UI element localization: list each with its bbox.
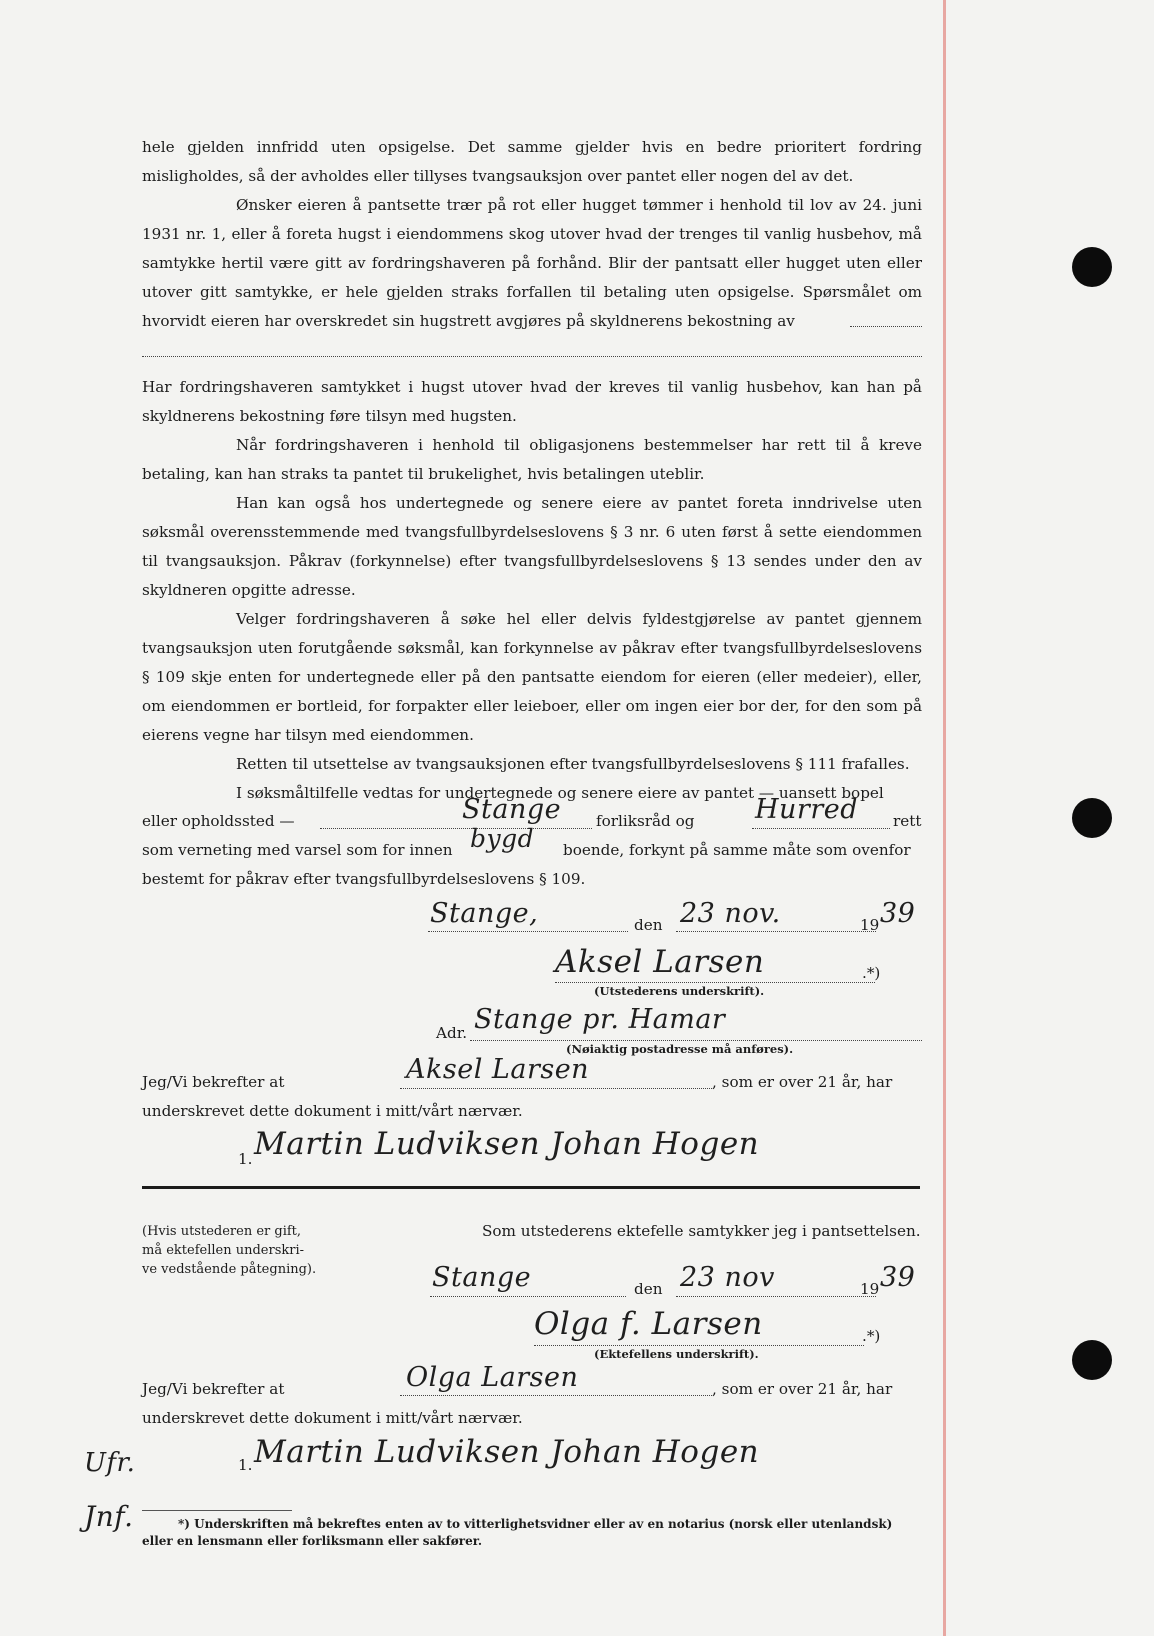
fill-line [676, 931, 876, 932]
fill-line [676, 1296, 876, 1297]
punch-hole [1072, 247, 1112, 287]
fill-line [142, 356, 922, 357]
handwritten-spouse-confirm-name: Olga Larsen [406, 1362, 579, 1393]
witness-number: 1. [238, 1150, 253, 1168]
fill-line [850, 326, 922, 327]
handwritten-issuer-signature: Aksel Larsen [555, 944, 765, 980]
punch-hole [1072, 1340, 1112, 1380]
handwritten-witnesses: Martin Ludviksen Johan Hogen [254, 1126, 760, 1162]
handwritten-spouse-year: 39 [880, 1262, 916, 1293]
spouse-date-label: den [634, 1280, 663, 1298]
spouse-note-line-3: ve vedstående påtegning). [142, 1262, 317, 1277]
fill-line [430, 1296, 626, 1297]
handwritten-bygd: bygd [470, 824, 535, 853]
section-divider [142, 1186, 920, 1189]
spouse-year-prefix: 19 [860, 1280, 880, 1298]
paragraph-auction: Velger fordringshaveren å søke hel eller delvis fyldestgjørelse av pantet gjennem tvangsauksjon uten forutgående søksmål, kan forkynnelse av påkrav efter tvangsfullbyrdelseslovens § 109 skje enten for undertegnede eller på den pantsatte eiendom for eieren (eller medeier), eller, om eiendommen er bortleid, for forpakter eller leieboer, eller om ingen eier bor der, for den som på eierens vegne har tilsyn med eiendommen. [142, 610, 922, 744]
handwritten-court: Hurred [755, 794, 859, 825]
venue-line-1-prefix: eller opholdssted — [142, 812, 295, 830]
spouse-note-line-2: må ektefellen underskri- [142, 1243, 305, 1258]
year-prefix: 19 [860, 916, 880, 934]
venue-line-1-suffix: rett [893, 812, 922, 830]
address-caption: (Nøiaktig postadresse må anføres). [566, 1042, 794, 1056]
confirm-prefix: Jeg/Vi bekrefter at [142, 1073, 285, 1091]
spouse-witness-line: underskrevet dette dokument i mitt/vårt nærvær. [142, 1409, 523, 1427]
fill-line [752, 828, 890, 829]
paragraph-supervision: Har fordringshaveren samtykket i hugst utover hvad der kreves til vanlig husbehov, kan han på skyldnerens bekostning føre tilsyn med hugsten. [142, 378, 922, 425]
address-label: Adr. [436, 1024, 468, 1042]
spouse-note-line-1: (Hvis utstederen er gift, [142, 1224, 302, 1239]
red-margin-rule [943, 0, 946, 1636]
spouse-signature-caption: (Ektefellens underskrift). [594, 1347, 759, 1361]
handwritten-issue-year: 39 [880, 898, 916, 929]
handwritten-margin-note-1: Ufr. [84, 1448, 136, 1478]
paragraph-timber-clause: Ønsker eieren å pantsette trær på rot eller hugget tømmer i henhold til lov av 24. juni 1931 nr. 1, eller å foreta hugst i eiendommens skog utover hvad der trenges til vanlig husbehov, må samtykke hertil være gitt av fordringshaveren på forhånd. Blir der pantsatt eller hugget uten eller utover gitt samtykke, er hele gjelden straks forfallen til betaling uten opsigelse. Spørsmålet om hvorvidt eieren har overskredet sin hugstrett avgjøres på skyldnerens bekostning av [142, 196, 922, 330]
punch-hole [1072, 798, 1112, 838]
fill-line [470, 1040, 922, 1041]
paragraph-usufruct: Når fordringshaveren i henhold til obligasjonens bestemmelser har rett til å kreve betaling, kan han straks ta pantet til brukelighet, hvis betalingen uteblir. [142, 436, 922, 483]
handwritten-venue-place: Stange [462, 794, 562, 825]
handwritten-address: Stange pr. Hamar [474, 1004, 726, 1035]
footnote: *) Underskriften må bekreftes enten av to vitterlighetsvidner eller av en notarius (norsk eller utenlandsk) eller en lensmann eller forliksmann eller sakfører. [142, 1517, 893, 1548]
signature-footnote-mark: .*) [862, 964, 881, 982]
fill-line [428, 931, 628, 932]
handwritten-confirm-name: Aksel Larsen [406, 1054, 590, 1085]
paragraph-postponement: Retten til utsettelse av tvangsauksjonen efter tvangsfullbyrdelseslovens § 111 frafalles. [236, 755, 910, 773]
spouse-consent: Som utstederens ektefelle samtykker jeg i pantsettelsen. [482, 1222, 921, 1240]
spouse-footnote-mark: .*) [862, 1327, 881, 1345]
handwritten-spouse-witnesses: Martin Ludviksen Johan Hogen [254, 1434, 760, 1470]
venue-line-2-prefix: som verneting med varsel som for innen [142, 841, 453, 859]
confirm-suffix: , som er over 21 år, har [712, 1073, 893, 1091]
spouse-confirm-prefix: Jeg/Vi bekrefter at [142, 1380, 285, 1398]
handwritten-spouse-signature: Olga f. Larsen [534, 1306, 763, 1342]
fill-line [400, 1395, 712, 1396]
venue-line-3: bestemt for påkrav efter tvangsfullbyrdelseslovens § 109. [142, 870, 586, 888]
handwritten-issue-place: Stange, [430, 898, 539, 929]
handwritten-spouse-place: Stange [432, 1262, 532, 1293]
paragraph-venue: I søksmåltilfelle vedtas for undertegnede og senere eiere av pantet — uansett bopel [236, 784, 884, 802]
venue-line-2-suffix: boende, forkynt på samme måte som ovenfor [563, 841, 911, 859]
witness-line: underskrevet dette dokument i mitt/vårt nærvær. [142, 1102, 523, 1120]
handwritten-spouse-date: 23 nov [680, 1262, 775, 1293]
fill-line [400, 1088, 712, 1089]
fill-line [534, 1345, 864, 1346]
date-label: den [634, 916, 663, 934]
fill-line [555, 982, 875, 983]
paragraph-default-clause: hele gjelden innfridd uten opsigelse. Det samme gjelder hvis en bedre prioritert fordring misligholdes, så der avholdes eller tillyses tvangsauksjon over pantet eller nogen del av det. [142, 138, 922, 185]
handwritten-margin-note-2: Jnf. [84, 1500, 134, 1533]
fill-line [320, 828, 592, 829]
venue-line-1-mid: forliksråd og [596, 812, 695, 830]
spouse-confirm-suffix: , som er over 21 år, har [712, 1380, 893, 1398]
handwritten-issue-date: 23 nov. [680, 898, 781, 929]
footnote-rule [142, 1510, 292, 1511]
paragraph-enforcement: Han kan også hos undertegnede og senere eiere av pantet foreta inndrivelse uten søksmål overensstemmende med tvangsfullbyrdelseslovens § 3 nr. 6 uten først å sette eiendommen til tvangsauksjon. Påkrav (forkynnelse) efter tvangsfullbyrdelseslovens § 13 sendes under den av skyldneren opgitte adresse. [142, 494, 922, 599]
issuer-signature-caption: (Utstederens underskrift). [594, 984, 765, 998]
spouse-witness-number: 1. [238, 1456, 253, 1474]
